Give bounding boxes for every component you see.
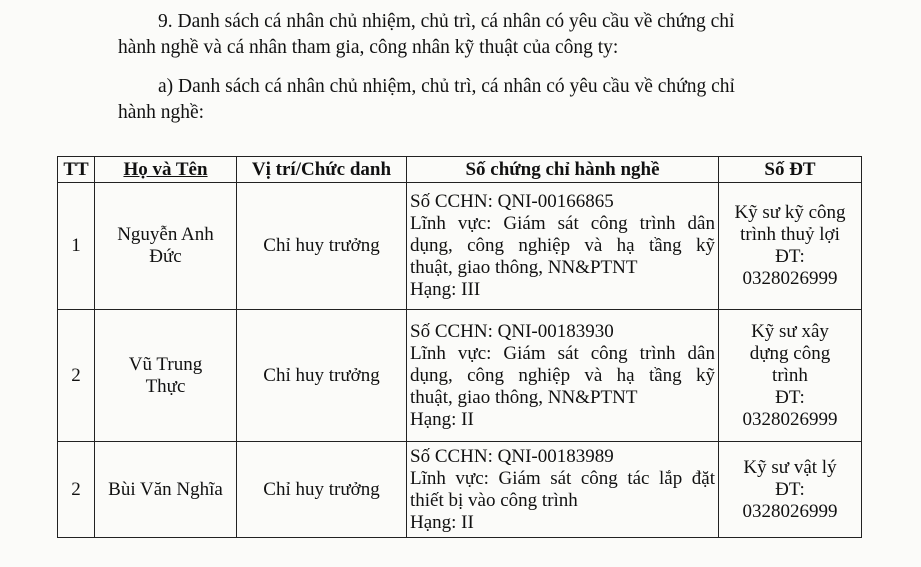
certificate-info: Số CCHN: QNI-00166865 Lĩnh vực: Giám sát công trình dân dụng, công nghiệp và hạ tầng kỹ thuật, giao thông, NN&PTNT Hạng: III bbox=[407, 183, 719, 310]
table-row bbox=[58, 442, 862, 538]
person-position: Chỉ huy trưởng bbox=[237, 183, 407, 310]
header-phone: Số ĐT bbox=[719, 157, 862, 183]
header-position: Vị trí/Chức danh bbox=[237, 157, 407, 183]
header-name: Họ và Tên bbox=[95, 157, 237, 183]
table-row bbox=[58, 183, 862, 310]
qualification-phone: Kỹ sư vật lý ĐT: 0328026999 bbox=[719, 442, 862, 538]
subsection-a-paragraph bbox=[118, 74, 820, 126]
personnel-certificate-table bbox=[57, 156, 862, 538]
row-number: 1 bbox=[58, 183, 95, 310]
person-name: Vũ Trung Thực bbox=[95, 310, 237, 442]
subsection-a-line-1: a) Danh sách cá nhân chủ nhiệm, chủ trì, cá nhân có yêu cầu về chứng chỉ bbox=[158, 76, 735, 97]
header-tt: TT bbox=[58, 157, 95, 183]
row-number: 2 bbox=[58, 310, 95, 442]
person-position: Chỉ huy trưởng bbox=[237, 442, 407, 538]
section-9-paragraph bbox=[118, 9, 820, 61]
subsection-a-line-2: hành nghề: bbox=[118, 102, 205, 123]
person-name: Nguyễn Anh Đức bbox=[95, 183, 237, 310]
certificate-info: Số CCHN: QNI-00183989 Lĩnh vực: Giám sát công tác lắp đặt thiết bị vào công trình Hạng: II bbox=[407, 442, 719, 538]
qualification-phone: Kỹ sư xây dựng công trình ĐT: 0328026999 bbox=[719, 310, 862, 442]
header-certificate: Số chứng chỉ hành nghề bbox=[407, 157, 719, 183]
table-header-row bbox=[58, 157, 862, 183]
qualification-phone: Kỹ sư kỹ công trình thuỷ lợi ĐT: 0328026999 bbox=[719, 183, 862, 310]
person-position: Chỉ huy trưởng bbox=[237, 310, 407, 442]
certificate-info: Số CCHN: QNI-00183930 Lĩnh vực: Giám sát công trình dân dụng, công nghiệp và hạ tầng kỹ thuật, giao thông, NN&PTNT Hạng: II bbox=[407, 310, 719, 442]
section-9-line-2: hành nghề và cá nhân tham gia, công nhân kỹ thuật của công ty: bbox=[118, 37, 619, 58]
person-name: Bùi Văn Nghĩa bbox=[95, 442, 237, 538]
row-number: 2 bbox=[58, 442, 95, 538]
table-row bbox=[58, 310, 862, 442]
section-9-line-1: 9. Danh sách cá nhân chủ nhiệm, chủ trì, cá nhân có yêu cầu về chứng chỉ bbox=[158, 11, 735, 32]
